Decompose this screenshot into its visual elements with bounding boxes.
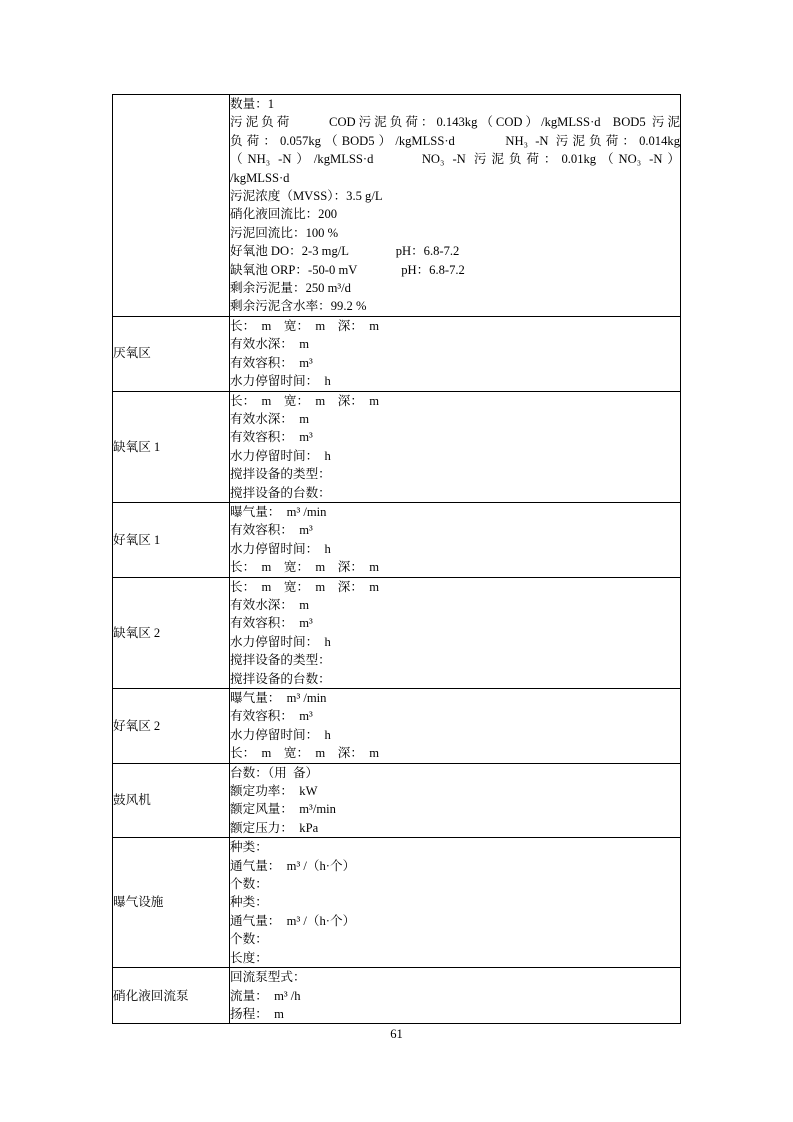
row-content [230, 502, 681, 577]
spec-line: 有效容积： m³ [230, 523, 313, 538]
row-label: 好氧区 1 [113, 502, 230, 577]
spec-line: 长： m 宽： m 深： m [230, 393, 380, 408]
spec-line: （NH₃ -N）/kgMLSS·d NO₃ -N 污泥负荷：0.01kg（NO₃ -N） [230, 152, 680, 167]
spec-line: 水力停留时间： h [230, 727, 331, 742]
spec-line: 有效容积： m³ [230, 430, 313, 445]
spec-line: 长： m 宽： m 深： m [230, 579, 380, 594]
spec-line: 种类： [230, 840, 268, 855]
spec-line: 额定风量： m³/min [230, 802, 336, 817]
spec-line: 搅拌设备的类型： [230, 653, 331, 668]
spec-line: 长： m 宽： m 深： m [230, 318, 380, 333]
spec-line: 种类： [230, 895, 268, 910]
table-row [113, 316, 681, 391]
row-label: 鼓风机 [113, 763, 230, 838]
row-label: 好氧区 2 [113, 689, 230, 764]
spec-line: 有效容积： m³ [230, 616, 313, 631]
spec-line: 硝化液回流比：200 [230, 207, 338, 222]
table-row [113, 95, 681, 317]
spec-line: 个数： [230, 932, 268, 947]
spec-line: 通气量： m³ /（h·个） [230, 858, 356, 873]
row-content [230, 316, 681, 391]
row-label: 硝化液回流泵 [113, 968, 230, 1024]
row-label: 曝气设施 [113, 838, 230, 968]
spec-line: 有效容积： m³ [230, 709, 313, 724]
spec-line: 长： m 宽： m 深： m [230, 746, 380, 761]
spec-line: 长： m 宽： m 深： m [230, 560, 380, 575]
row-label: 厌氧区 [113, 316, 230, 391]
row-content [230, 391, 681, 502]
spec-line: 水力停留时间： h [230, 374, 331, 389]
row-content [230, 838, 681, 968]
equipment-spec-table [112, 94, 681, 1024]
table-row [113, 763, 681, 838]
spec-line: 剩余污泥含水率：99.2 % [230, 299, 367, 314]
spec-line: 剩余污泥量：250 m³/d [230, 281, 351, 296]
spec-line: 搅拌设备的类型： [230, 467, 331, 482]
table-row [113, 689, 681, 764]
spec-line: 长度： [230, 950, 268, 965]
spec-line: 流量： m³ /h [230, 988, 301, 1003]
spec-line: 曝气量： m³ /min [230, 504, 327, 519]
spec-line: 水力停留时间： h [230, 634, 331, 649]
spec-line: 好氧池 DO：2-3 mg/L pH：6.8-7.2 [230, 244, 460, 259]
spec-line: 污泥浓度（MVSS）：3.5 g/L [230, 189, 383, 204]
spec-line: 曝气量： m³ /min [230, 691, 327, 705]
row-content [230, 95, 681, 317]
table-row [113, 577, 681, 688]
table-row [113, 838, 681, 968]
spec-line: 额定压力： kPa [230, 820, 319, 835]
spec-line: 通气量： m³ /（h·个） [230, 913, 356, 928]
spec-line: 水力停留时间： h [230, 448, 331, 463]
row-content [230, 968, 681, 1024]
spec-line: 污泥负荷 COD污泥负荷：0.143kg（COD）/kgMLSS·d BOD5 污泥 [230, 115, 680, 130]
spec-line: 有效水深： m [230, 411, 310, 426]
spec-line: 有效水深： m [230, 337, 310, 352]
row-label: 缺氧区 2 [113, 577, 230, 688]
row-content [230, 763, 681, 838]
spec-line: 个数： [230, 877, 268, 892]
spec-line: 负荷：0.057kg（BOD5）/kgMLSS·d NH₃ -N 污泥负荷：0.014kg [230, 133, 680, 148]
spec-line: 缺氧池 ORP：-50-0 mV pH：6.8-7.2 [230, 262, 465, 277]
spec-line: 搅拌设备的台数： [230, 485, 331, 500]
spec-line: 扬程： m [230, 1006, 284, 1021]
spec-line: 台数：（用 备） [230, 765, 319, 780]
spec-line: /kgMLSS·d [230, 170, 290, 185]
spec-line: 数量：1 [230, 97, 275, 111]
spec-line: 回流泵型式： [230, 970, 306, 985]
spec-table-body [113, 95, 681, 1024]
row-label: 缺氧区 1 [113, 391, 230, 502]
page-number: 61 [390, 1027, 403, 1041]
row-content [230, 577, 681, 688]
spec-line: 搅拌设备的台数： [230, 671, 331, 686]
table-row [113, 391, 681, 502]
row-label [113, 95, 230, 317]
spec-line: 污泥回流比：100 % [230, 225, 339, 240]
spec-line: 水力停留时间： h [230, 541, 331, 556]
row-content [230, 689, 681, 764]
table-row [113, 502, 681, 577]
spec-line: 额定功率： kW [230, 784, 318, 799]
table-row [113, 968, 681, 1024]
spec-line: 有效容积： m³ [230, 355, 313, 370]
spec-line: 有效水深： m [230, 597, 310, 612]
